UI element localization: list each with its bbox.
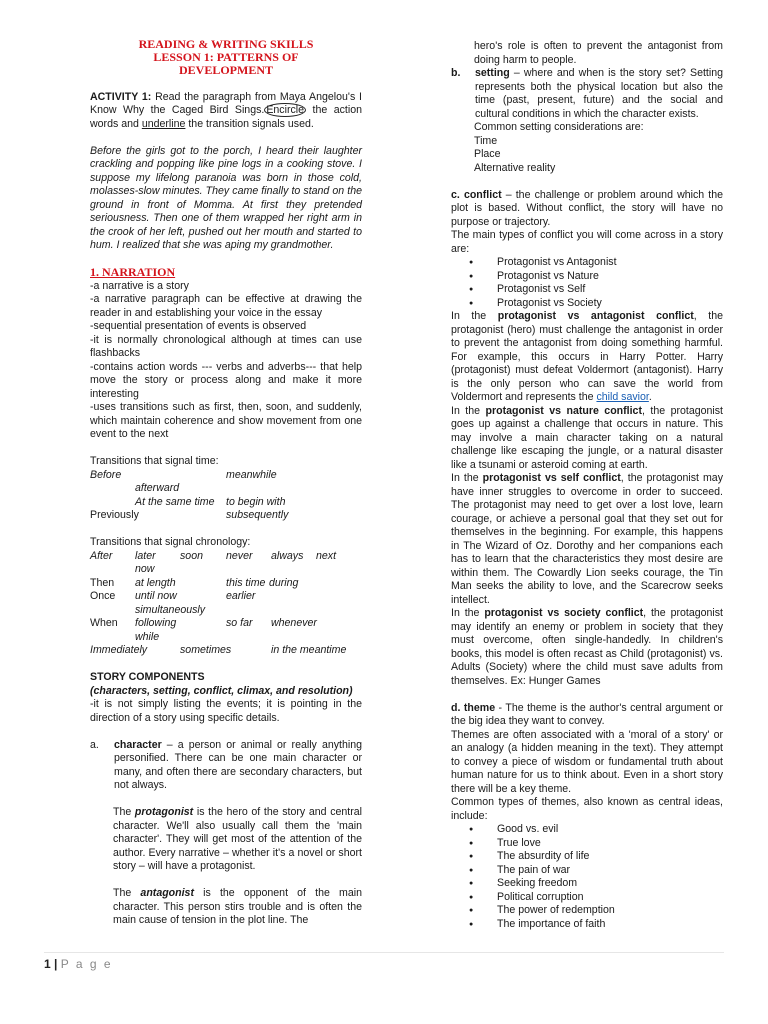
underline-word: underline bbox=[141, 117, 186, 130]
time-signals-table: Before meanwhile afterward At the same time to begin with Previously subsequently bbox=[90, 468, 289, 521]
list-item: ● The importance of faith bbox=[451, 918, 723, 932]
child-savior-link[interactable]: child savior bbox=[596, 391, 649, 403]
list-item: ● Political corruption bbox=[451, 891, 723, 905]
list-item: ● Seeking freedom bbox=[451, 877, 723, 891]
story-components-sub: (characters, setting, conflict, climax, and resolution) bbox=[90, 684, 353, 697]
document-title bbox=[90, 38, 362, 77]
conflict-self-paragraph: In the protagonist vs self conflict, the protagonist may have inner struggles to overcome in order to succeed. The protagonist may need to get over a lost love, learn courage, or achieve a personal goal that they set out for themselves in the beginning. For example, this happens in The Wizard of Oz. Dorothy and her companions each has to learn that the characteristics they most desire are within them. The Cowardly Lion seeks courage, the Tin Man seeks the ability to love, and the Scarecrow seeks intellect. bbox=[451, 472, 723, 606]
antagonist-paragraph: The antagonist is the opponent of the main character. This person stirs trouble and is often the main cause of tension in the plot line. The bbox=[113, 887, 363, 926]
theme-paragraph: Themes are often associated with a 'moral of a story' or an analogy (a hidden meaning in the text). They attempt to convey a piece of wisdom or fundamental truth about human nature for us to think about. Even in a short story there will be a key theme. bbox=[451, 728, 723, 795]
setting-option: Alternative reality bbox=[474, 161, 556, 174]
page-number: 1 bbox=[44, 957, 51, 971]
list-item: ● The absurdity of life bbox=[451, 850, 723, 864]
narration-item: -it is normally chronological although at times can use flashbacks bbox=[90, 333, 362, 359]
list-item: ● Protagonist vs Self bbox=[451, 283, 723, 297]
theme-definition: d. theme - The theme is the author's central argument or the big idea they want to convey. bbox=[451, 701, 724, 727]
story-components-heading: STORY COMPONENTS bbox=[90, 671, 205, 683]
time-signals-heading: Transitions that signal time: bbox=[90, 455, 219, 467]
list-item: ● True love bbox=[451, 837, 723, 851]
character-item: a. character – a person or animal or really anything personified. There can be one main character or many, and often there are secondary characters, but not always. bbox=[90, 738, 362, 791]
conflict-types-intro: The main types of conflict you will come across in a story are: bbox=[451, 229, 723, 255]
left-column bbox=[90, 38, 362, 928]
encircle-word: Encircle bbox=[266, 104, 305, 116]
right-column bbox=[451, 40, 723, 931]
protagonist-paragraph: The protagonist is the hero of the story and central character. We'll also usually call them the 'main character'. They will get most of the attention of the author. Every narrative – whether it's a novel or short story – will have a protagonist. bbox=[113, 806, 362, 872]
narration-item: -sequential presentation of events is observed bbox=[90, 320, 307, 332]
list-item: ● Protagonist vs Antagonist bbox=[451, 256, 723, 270]
setting-option: Time bbox=[474, 134, 498, 147]
chronology-signals-heading: Transitions that signal chronology: bbox=[90, 536, 251, 548]
conflict-society-paragraph: In the protagonist vs society conflict, the protagonist may identify an enemy or problem in society that they must overcome, often single-handedly. In children's books, this model is often recast as Child (protagonist) vs. Adults (Society) where the child must save adults from themselves. Ex: Hunger Games bbox=[451, 607, 723, 687]
setting-item: b. setting – where and when is the story set? Setting represents both the physical location but also the time (past, present, future) and the social and cultural conditions in which the character exists. bbox=[451, 67, 723, 120]
narration-item: -uses transitions such as first, then, soon, and suddenly, which maintain coherence and show movement from one event to the next bbox=[90, 401, 362, 440]
theme-common-intro: Common types of themes, also known as central ideas, include: bbox=[451, 796, 723, 822]
setting-option: Place bbox=[474, 148, 501, 160]
story-components-desc: -it is not simply listing the events; it is pointing in the direction of a story using specific details. bbox=[90, 698, 362, 724]
conflict-antagonist-paragraph: In the protagonist vs antagonist conflict, the protagonist (hero) must challenge the antagonist in order to prevent the antagonist from doing something harmful. For example, this occurs in Harry Potter. Harry (protagonist) must defeat Voldermort (antagonist). Harry is the only person who can save the world from Voldermort and represents the child savior. bbox=[451, 310, 723, 403]
title-line-2: LESSON 1: PATTERNS OF bbox=[153, 50, 299, 64]
conflict-definition: c. conflict – the challenge or problem around which the plot is based. Without conflict, the story will have no purpose or trajectory. bbox=[451, 188, 723, 228]
page-label: P a g e bbox=[60, 957, 113, 971]
page-footer: 1 | P a g e bbox=[44, 957, 113, 971]
activity-instructions: ACTIVITY 1: Read the paragraph from Maya Angelou's I Know Why the Caged Bird Sings. Encircle the action words and underline the transition signals used. bbox=[90, 90, 362, 130]
theme-list bbox=[451, 823, 723, 931]
narration-heading: 1. NARRATION bbox=[90, 265, 176, 279]
antagonist-continuation: hero's role is often to prevent the antagonist from doing harm to people. bbox=[474, 40, 723, 66]
narration-item: -a narrative paragraph can be effective at drawing the reader in and establishing your voice in the essay bbox=[90, 293, 362, 319]
conflict-types-list bbox=[451, 256, 723, 310]
narration-item: -contains action words --- verbs and adverbs--- that help move the story or process along and make it more interesting bbox=[90, 360, 362, 400]
narration-item: -a narrative is a story bbox=[90, 279, 189, 292]
setting-common: Common setting considerations are: bbox=[474, 121, 644, 133]
list-item: ● Protagonist vs Nature bbox=[451, 270, 723, 284]
angelou-passage: Before the girls got to the porch, I heard their laughter crackling and popping like pine logs in a cooking stove. I suppose my lifelong paranoia was born in those cold, molasses-slow minutes. They came finally to stand on the ground in front of Momma. At first they pretended seriousness. Then one of them wrapped her right arm in the crook of her left, pushed out her mouth and started to hum. I realized that she was aping my grandmother. bbox=[90, 144, 362, 251]
title-line-3: DEVELOPMENT bbox=[178, 63, 273, 77]
list-item: ● Protagonist vs Society bbox=[451, 297, 723, 311]
conflict-nature-paragraph: In the protagonist vs nature conflict, the protagonist goes up against a challenge that occurs in nature. This may involve a main character taking on a natural challenge like escaping the jungle, or a natural disaster like a tsunami or asteroid coming at earth. bbox=[451, 404, 723, 471]
title-line-1: READING & WRITING SKILLS bbox=[138, 37, 314, 51]
narration-list bbox=[90, 280, 362, 442]
list-item: ● Good vs. evil bbox=[451, 823, 723, 837]
chronology-signals-table: After later soon never always next now Then at length this time during Once until now earlier simultaneously When following so far whenever while Immediately sometimes in the meantime bbox=[90, 549, 347, 656]
list-item: ● The pain of war bbox=[451, 864, 723, 878]
footer-rule bbox=[44, 952, 724, 953]
list-item: ● The power of redemption bbox=[451, 904, 723, 918]
activity-label: ACTIVITY 1: bbox=[90, 90, 152, 103]
